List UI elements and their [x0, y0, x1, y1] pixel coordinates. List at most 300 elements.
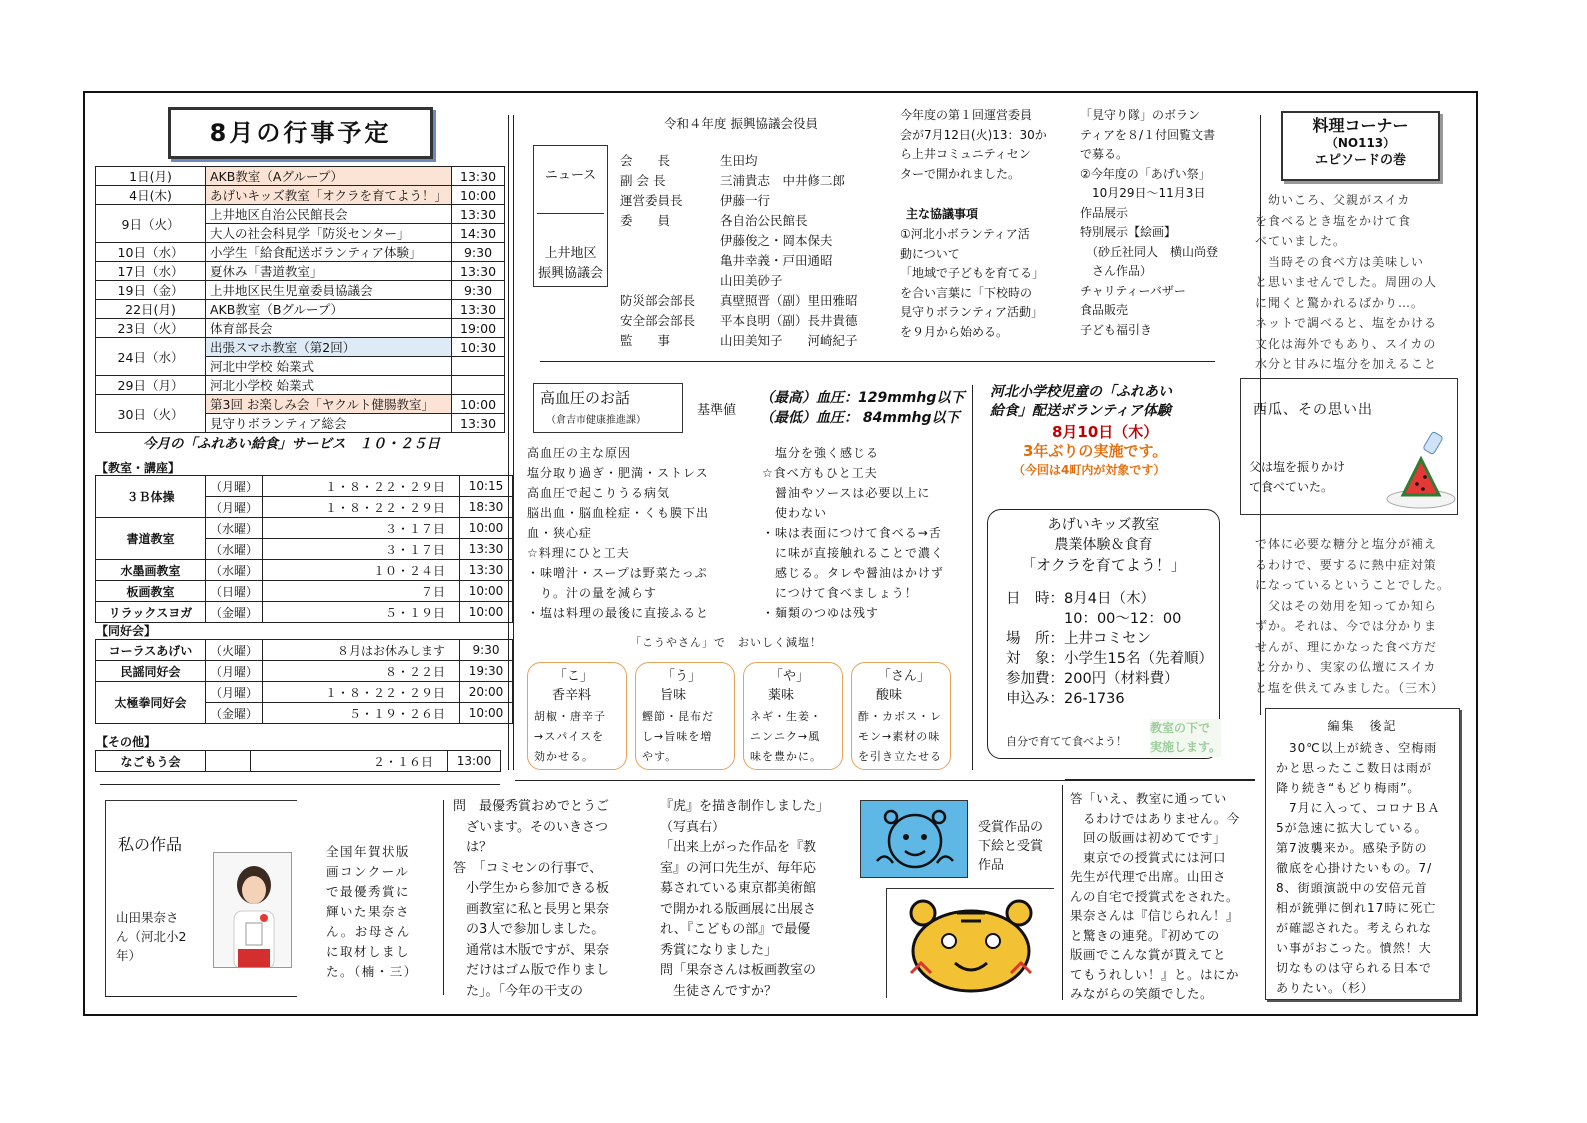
officer-role: [620, 271, 720, 291]
schedule-row: [96, 376, 505, 395]
bottom-divider-left: [100, 784, 500, 785]
classes-row: [96, 560, 513, 581]
patrol-line: 作品展示: [1080, 205, 1129, 220]
divider-left-2: [513, 115, 514, 770]
clubs-dates: １・８・２２・２９日: [263, 682, 460, 703]
meeting-heading: 主な協議事項: [906, 207, 979, 221]
classes-row: [96, 602, 513, 623]
health-line: 高血圧で起こりうる病気: [527, 486, 671, 500]
classes-weekday: （月曜）: [206, 497, 263, 518]
cooking-line: せんが、理にかなった食べ方だ: [1255, 639, 1438, 654]
classes-time: 10:00: [460, 602, 513, 623]
clubs-weekday: （金曜）: [206, 703, 263, 724]
classes-weekday: （金曜）: [206, 602, 263, 623]
officer-name: 生田均: [720, 153, 758, 168]
kids-note2: 実施します。: [1150, 740, 1222, 754]
health-line: 脳出血・脳血栓症・くも膜下出: [527, 506, 710, 520]
clubs-time: 20:00: [460, 682, 513, 703]
officer-name: 真壁照晋（副）里田雅昭: [720, 293, 858, 308]
schedule-date: 22日(月): [96, 300, 206, 319]
meeting-line: ターで開かれました。: [900, 166, 1021, 181]
schedule-time: 13:30: [452, 167, 505, 186]
classes-weekday: （日曜）: [206, 581, 263, 602]
other-header: 【その他】: [96, 735, 157, 749]
schedule-date: 23日（火）: [96, 319, 206, 338]
clubs-row: [96, 682, 513, 703]
schedule-date: 4日(木): [96, 186, 206, 205]
editor-line: 切なものは守られる日本で: [1276, 961, 1433, 975]
interview-line: 果奈さんは『信じられん！』: [1070, 908, 1240, 923]
officer-role: 監 事: [620, 333, 671, 348]
divider-left: [508, 115, 509, 770]
interview-line: 募されている東京都美術館: [660, 881, 817, 896]
patrol-line: さん作品）: [1080, 264, 1153, 278]
schedule-date: 1日(月): [96, 167, 206, 186]
cooking-top-text: [1255, 190, 1437, 375]
interview-line: た」。「今年の干支の: [453, 983, 584, 999]
interview-line: 画教室に私と長男と果奈: [453, 901, 610, 917]
watermelon-illustration: [1385, 429, 1457, 509]
award-artwork: [886, 888, 1054, 998]
schedule-event: 第3回 お楽しみ会「ヤクルト健腸教室」: [206, 395, 452, 414]
artwork-heading: 私の作品: [118, 835, 183, 854]
health-tip-line: 酢・カボス・レ: [858, 710, 942, 723]
kids-note: [1150, 719, 1221, 757]
classes-name: 板画教室: [96, 581, 206, 602]
kids-detail-label: 申込み：: [1006, 691, 1064, 707]
others-time: 13:00: [448, 751, 501, 772]
health-tip-line: し→旨味を増: [642, 730, 713, 743]
intro-line: 全国年賀状版: [326, 844, 411, 859]
baseline-label: 基準値: [697, 403, 737, 418]
health-line: り。汁の量を減らす: [527, 586, 658, 600]
interview-line: てもうれしい！』と。はにか: [1070, 966, 1240, 982]
clubs-time: 9:30: [460, 640, 513, 661]
editor-line: 5が急速に拡大している。: [1276, 821, 1428, 835]
interview-line: で開かれる版画展に出展さ: [660, 901, 817, 917]
editor-line: 相が銃弾に倒れ17時に死亡: [1276, 901, 1437, 915]
meeting-item: ①河北小ボランティア活: [900, 227, 1030, 241]
news-label-top: ニュース: [544, 168, 597, 183]
clubs-weekday: （火曜）: [206, 640, 263, 661]
editor-line: 第7波襲来か。感染予防の: [1276, 841, 1428, 855]
kids-foot: 自分で育てて食べよう！: [1006, 735, 1127, 748]
officer-role: 運営委員長: [620, 193, 683, 208]
interview-line: 秀賞になりました」: [660, 942, 778, 958]
interview-line: んの自宅で授賞式をされた。: [1070, 888, 1240, 904]
clubs-header: 【同好会】: [96, 624, 157, 638]
bottom-divider-right: [1065, 779, 1255, 780]
schedule-event: 河北小学校 始業式: [206, 376, 452, 395]
editor-line: い事がおこった。憤然！大: [1276, 941, 1432, 955]
schedule-date: 29日（月）: [96, 376, 206, 395]
classes-dates: ３・１７日: [263, 518, 460, 539]
girl-illustration: [214, 853, 292, 968]
health-line: 醤油やソースは必要以上に: [762, 486, 931, 500]
schedule-time: 14:30: [452, 224, 505, 243]
officer-row: [620, 151, 858, 171]
editor-line: かと思ったここ数日は雨が: [1276, 761, 1433, 775]
interview-line: 問「果奈さんは板画教室の: [660, 963, 817, 978]
others-row: [96, 751, 501, 772]
health-tip-line: モン→素材の味: [858, 730, 941, 743]
classes-row: [96, 476, 513, 497]
artist-photo: [213, 852, 292, 968]
cooking-line: 文化は海外でもあり、スイカの: [1255, 336, 1437, 351]
artist-name-1: 山田果奈さ: [116, 910, 179, 925]
schedule-time: [452, 357, 505, 376]
classes-row: [96, 581, 513, 602]
cooking-line: に聞くと驚かれるばかり…。: [1255, 295, 1425, 310]
classes-row: [96, 518, 513, 539]
intro-line: ん。お母さん: [326, 924, 411, 939]
cooking-line: ずか。それは、今では分かりま: [1255, 619, 1438, 633]
cooking-line: 水分と甘みに塩分を加えること: [1255, 357, 1438, 371]
schedule-time: 9:30: [452, 243, 505, 262]
schedule-table: [95, 166, 505, 433]
cooking-memory-box: [1240, 378, 1458, 515]
artist-name-3: 年）: [116, 948, 142, 963]
interview-line: 版画でこんな賞が貰えてと: [1070, 947, 1227, 962]
schedule-time: 13:30: [452, 300, 505, 319]
classes-time: 10:00: [460, 518, 513, 539]
kyushoku-first: 3年ぶりの実施です。: [1023, 442, 1168, 460]
health-tip-line: 鰹節・昆布だ: [642, 710, 714, 723]
officer-row: [620, 291, 858, 311]
cooking-line: るわけで、要するに熱中症対策: [1255, 557, 1437, 572]
clubs-dates: ８月はお休みします: [263, 640, 460, 661]
schedule-time: 13:30: [452, 262, 505, 281]
schedule-event: あげいキッズ教室「オクラを育てよう！」: [206, 186, 452, 205]
kids-detail-value: 10：00～12：00: [1064, 611, 1182, 627]
clubs-dates: ８・２２日: [263, 661, 460, 682]
officer-role: [620, 231, 720, 251]
schedule-time: [452, 376, 505, 395]
interview-line: 先生が代理で出席。山田さ: [1070, 869, 1227, 884]
officer-name: 三浦貴志 中井修二郎: [720, 173, 846, 188]
cooking-line: と分かり、実家の仏壇にスイカ: [1255, 660, 1437, 674]
other-table: [95, 750, 501, 772]
schedule-date: 10日（水）: [96, 243, 206, 262]
interview-line: れ、『こどもの部』で最優: [660, 922, 811, 937]
artwork-column-2: [660, 797, 829, 1002]
classes-weekday: （水曜）: [206, 560, 263, 581]
schedule-event: 上井地区民生児童委員協議会: [206, 281, 452, 300]
schedule-date: 9日（火）: [96, 205, 206, 243]
health-line: 感じる。タレや醤油はかけず: [762, 566, 945, 580]
classes-dates: １・８・２２・２９日: [263, 497, 460, 518]
schedule-row: [96, 338, 505, 357]
kids-detail-row: [1006, 669, 1219, 689]
interview-line: 通常は木版ですが、果奈: [453, 942, 610, 958]
cooking-box-line: 父は塩を振りかけ: [1249, 460, 1346, 474]
editor-line: 7月に入って、コロナＢＡ: [1276, 801, 1441, 815]
meeting-item: 見守りボランティア活動」: [900, 305, 1044, 319]
schedule-event: 見守りボランティア総会: [206, 414, 452, 433]
classes-dates: ３・１７日: [263, 539, 460, 560]
health-title: 高血圧のお話: [540, 389, 631, 407]
clubs-weekday: （月曜）: [206, 661, 263, 682]
health-tip-box: [851, 662, 951, 770]
schedule-row: [96, 186, 505, 205]
classes-dates: ５・１９日: [263, 602, 460, 623]
kyushoku-date: 8月10日（木）: [1052, 423, 1159, 441]
interview-line: ざいます。そのいきさつ: [453, 819, 608, 835]
clubs-weekday: （月曜）: [206, 682, 263, 703]
interview-line: るわけではありません。今: [1070, 810, 1240, 826]
health-line: につけて食べましょう！: [762, 586, 918, 600]
artist-name: [116, 908, 186, 965]
officer-role: 副 会 長: [620, 173, 666, 188]
patrol-line: チャリティーバザー: [1080, 283, 1186, 298]
caption-line: 受賞作品の: [978, 820, 1044, 835]
officer-row: [620, 331, 858, 351]
officer-name: 各自治公民館長: [720, 213, 808, 228]
classes-time: 13:30: [460, 539, 513, 560]
schedule-row: [96, 262, 505, 281]
cooking-box-line: て食べていた。: [1249, 480, 1334, 494]
classes-weekday: （水曜）: [206, 518, 263, 539]
artwork-column-3: [1070, 789, 1240, 1004]
health-tip-line: やす。: [642, 750, 678, 763]
health-tip-line: を引き立たせる: [858, 750, 942, 763]
cooking-line: 父はその効用を知ってか知ら: [1255, 598, 1438, 613]
schedule-event: 体育部長会: [206, 319, 452, 338]
interview-line: 室』の河口先生が、毎年応: [660, 860, 817, 876]
kids-details: [1006, 589, 1219, 709]
schedule-event: 河北中学校 始業式: [206, 357, 452, 376]
cooking-no: （NO113）: [1325, 136, 1396, 150]
health-tip-line: ネギ・生姜・: [750, 710, 822, 723]
kids-detail-label: 場 所：: [1006, 631, 1064, 647]
news-label-box: [533, 145, 608, 287]
interview-line: 問 最優秀賞おめでとうご: [453, 799, 610, 814]
editor-line: 8、街頭演説中の安倍元首: [1276, 881, 1428, 895]
officer-row: [620, 231, 858, 251]
clubs-time: 10:00: [460, 703, 513, 724]
officer-row: [620, 251, 858, 271]
classes-name: リラックスヨガ: [96, 602, 206, 623]
patrol-line: 「見守り隊」のボラン: [1080, 108, 1201, 122]
officer-name: 平本良明（副）長井貴德: [720, 313, 858, 328]
schedule-event: 大人の社会科見学「防災センター」: [206, 224, 452, 243]
classes-weekday: （月曜）: [206, 476, 263, 497]
interview-line: 小学生から参加できる板: [453, 881, 610, 896]
officer-name: 山田美知子 河崎紀子: [720, 333, 858, 348]
officer-role: 安全部会部長: [620, 313, 696, 328]
officer-role: 会 長: [620, 153, 671, 168]
editor-box: [1265, 708, 1460, 1000]
artist-name-2: ん（河北小2: [116, 929, 187, 944]
cooking-line: 当時その食べ方は美味しい: [1255, 254, 1425, 269]
interview-line: と驚きの連発。『初めての: [1070, 927, 1220, 943]
classes-dates: １・８・２２・２９日: [263, 476, 460, 497]
interview-line: は？: [453, 840, 493, 855]
artwork-caption: [978, 818, 1043, 875]
schedule-time: 13:30: [452, 414, 505, 433]
interview-line: みながらの笑顔でした。: [1070, 986, 1214, 1001]
editor-line: 30℃以上が続き、空梅雨: [1276, 741, 1438, 755]
interview-line: だけはゴム版で作りまし: [453, 963, 610, 978]
bp-high: （最高）血圧：129mmhg以下: [760, 390, 965, 406]
patrol-line: （砂丘社同人 横山尚登: [1080, 244, 1219, 259]
schedule-date: 19日（金）: [96, 281, 206, 300]
patrol-line: 食品販売: [1080, 303, 1129, 317]
health-tip-line: 味を豊かに。: [750, 750, 822, 763]
meeting-item: を合い言葉に「下校時の: [900, 285, 1033, 300]
news-divider: [540, 361, 1215, 362]
health-line: に味が直接触れることで濃く: [762, 546, 945, 560]
cooking-line: で体に必要な糖分と塩分が補え: [1255, 537, 1438, 551]
health-line: ☆食べ方もひと工夫: [762, 466, 878, 480]
interview-line: 答「いえ、教室に通ってい: [1070, 791, 1227, 806]
interview-line: 『虎』を描き制作しました」: [660, 799, 830, 814]
clubs-row: [96, 640, 513, 661]
schedule-event: 小学生「給食配送ボランティア体験」: [206, 243, 452, 262]
patrol-line: 10月29日～11月3日: [1080, 186, 1206, 200]
clubs-name: 民謡同好会: [96, 661, 206, 682]
cooking-line: になっているということでした。: [1255, 578, 1451, 592]
health-tip-head: 「こ」: [554, 669, 594, 684]
bottom-divider: [515, 780, 1255, 781]
intro-line: に取材しまし: [326, 944, 411, 959]
health-tip-name: 旨味: [660, 688, 687, 703]
officer-name: 伊藤俊之・岡本保夫: [720, 233, 833, 248]
kids-detail-value: 上井コミセン: [1064, 631, 1151, 647]
schedule-time: 9:30: [452, 281, 505, 300]
classes-time: 13:30: [460, 560, 513, 581]
cooking-title: 料理コーナー: [1312, 116, 1409, 135]
health-line: ・味は表面につけて食べる→舌: [762, 526, 942, 540]
officer-row: [620, 171, 858, 191]
patrol-line: で募る。: [1080, 147, 1129, 161]
editor-text: [1276, 738, 1459, 998]
classes-time: 10:15: [460, 476, 513, 497]
interview-line: 答 「コミセンの行事で、: [453, 860, 603, 876]
officer-row: [620, 191, 858, 211]
cooking-line: を食べるとき塩をかけて食: [1255, 213, 1412, 228]
health-line: ☆料理にひと工夫: [527, 546, 630, 560]
health-line: 塩分を強く感じる: [762, 446, 880, 460]
meeting-line: ら上井コミュニティセン: [900, 147, 1031, 161]
cooking-bottom-text: [1255, 534, 1450, 698]
health-tip-line: →スパイスを: [534, 730, 605, 743]
kids-detail-row: [1006, 689, 1219, 709]
meeting-items: [900, 225, 1044, 342]
health-tip-head: 「や」: [770, 669, 810, 684]
classes-table: [95, 475, 513, 623]
health-left-text: [527, 443, 709, 623]
schedule-event: AKB教室（Aグループ）: [206, 167, 452, 186]
clubs-time: 19:30: [460, 661, 513, 682]
health-tip-name: 薬味: [768, 688, 795, 703]
others-weekday: [206, 751, 251, 772]
artwork-intro: [326, 842, 418, 982]
health-tip-box: [527, 662, 627, 770]
classes-header: 【教室・講座】: [96, 461, 181, 475]
editor-line: が確認された。考えられな: [1276, 921, 1433, 935]
officers-list: [620, 151, 858, 351]
health-tip-line: 効かせる。: [534, 750, 594, 763]
cooking-box-title: 西瓜、その思い出: [1253, 402, 1373, 418]
kids-detail-label: 参加費：: [1006, 671, 1064, 687]
classes-name: ３Ｂ体操: [96, 476, 206, 518]
editor-line: ありたい。（杉）: [1276, 981, 1375, 995]
interview-line: の3人で参加しました。: [453, 922, 605, 937]
officer-name: 山田美砂子: [720, 273, 783, 288]
schedule-time: 10:00: [452, 395, 505, 414]
meeting-text: [900, 106, 1047, 184]
kids-note1: 教室の下で: [1150, 721, 1211, 735]
others-name: なごもう会: [96, 751, 206, 772]
schedule-row: [96, 319, 505, 338]
health-tip-name: 香辛料: [552, 688, 592, 703]
kids-detail-value: 8月4日（木）: [1064, 591, 1155, 607]
health-tip-box: [743, 662, 843, 770]
classes-dates: １０・２４日: [263, 560, 460, 581]
officer-row: [620, 311, 858, 331]
officers-title: 令和４年度 振興協議会役員: [664, 116, 818, 131]
classes-name: 水墨画教室: [96, 560, 206, 581]
health-line: ・塩は料理の最後に直接ふると: [527, 606, 710, 620]
officer-row: [620, 211, 858, 231]
clubs-table: [95, 639, 513, 724]
others-dates: ２・１６日: [251, 751, 448, 772]
health-line: 血・狭心症: [527, 526, 593, 540]
editor-title: 編集 後記: [1327, 719, 1398, 733]
kids-title1: あげいキッズ教室: [1047, 517, 1160, 533]
schedule-time: 10:00: [452, 186, 505, 205]
cooking-line: と思いませんでした。周囲の人: [1255, 275, 1438, 289]
kids-detail-row: [1006, 649, 1219, 669]
health-line: ・麺類のつゆは残す: [762, 606, 880, 620]
schedule-date: 30日（火）: [96, 395, 206, 433]
kids-detail-label: 日 時：: [1006, 591, 1064, 607]
schedule-row: [96, 167, 505, 186]
artwork-column-1: [453, 797, 609, 1002]
schedule-event: 出張スマホ教室（第2回）: [206, 338, 452, 357]
intro-line: 画コンクール: [326, 864, 410, 879]
schedule-time: 10:30: [452, 338, 505, 357]
patrol-line: ②今年度の「あげい祭」: [1080, 166, 1211, 181]
cooking-line: 幼いころ、父親がスイカ: [1255, 193, 1411, 207]
officer-role: 防災部会部長: [620, 293, 696, 308]
health-line: 使わない: [762, 506, 828, 520]
schedule-date: 17日（水）: [96, 262, 206, 281]
schedule-time: 13:30: [452, 205, 505, 224]
interview-line: 「出来上がった作品を『教: [660, 840, 817, 855]
health-boxes: [527, 662, 967, 772]
kyushoku-block: [990, 383, 1172, 421]
bp-low: （最低）血圧： 84mmhg以下: [760, 410, 960, 426]
schedule-date: 24日（水）: [96, 338, 206, 376]
schedule-event: 上井地区自治公民館長会: [206, 205, 452, 224]
health-line: ・味噌汁・スープは野菜たっぷ: [527, 566, 708, 580]
health-title-box: [533, 383, 683, 433]
schedule-row: [96, 243, 505, 262]
schedule-row: [96, 281, 505, 300]
health-tip-name: 酸味: [876, 688, 903, 703]
kids-detail-value: 26-1736: [1064, 691, 1125, 707]
clubs-name: 太極拳同好会: [96, 682, 206, 724]
classes-time: 18:30: [460, 497, 513, 518]
cooking-title-box: [1281, 111, 1440, 181]
health-line: 高血圧の主な原因: [527, 446, 632, 460]
officer-name: 伊藤一行: [720, 193, 771, 208]
divider-mid: [972, 385, 973, 770]
classes-weekday: （水曜）: [206, 539, 263, 560]
schedule-row: [96, 205, 505, 224]
